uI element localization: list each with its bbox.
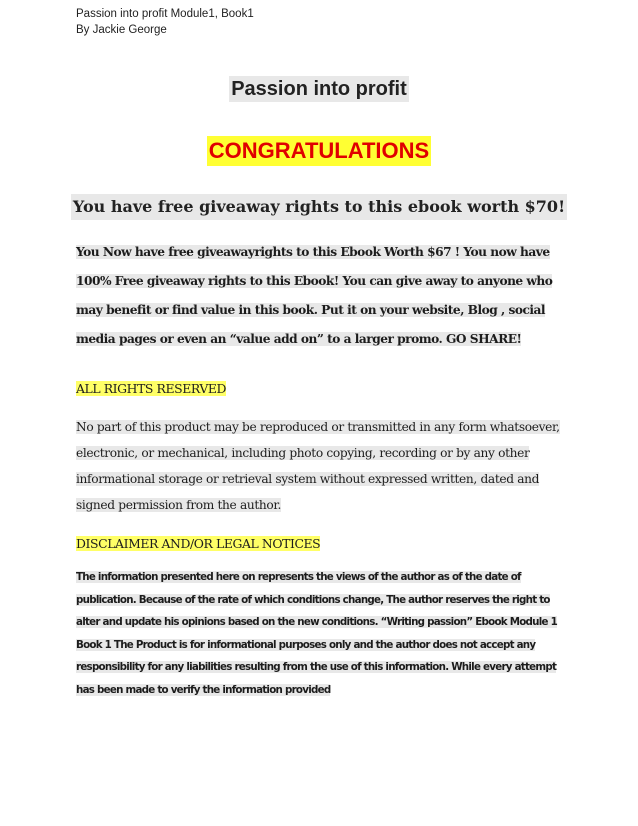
disclaimer-paragraph [76, 566, 564, 701]
page-title [0, 76, 638, 102]
intro-paragraph [76, 238, 564, 354]
giveaway-heading [0, 194, 638, 220]
header-title-line: Passion into profit Module1, Book1 [76, 8, 254, 20]
rights-heading [76, 377, 564, 401]
congratulations-banner [0, 136, 638, 166]
rights-paragraph-text: No part of this product may be reproduced or transmitted in any form whatsoever, electronic, or mechanical, including photo copying, recording or by any other informational storage or retrieval system without expressed written, dated and signed permission from the author. [76, 420, 560, 512]
disclaimer-paragraph-text: The information presented here on represents the views of the author as of the date of publication. Because of the rate of which conditions change, The author reserves the right to alter and update his opinions based on the new conditions. “Writing passion” Ebook Module 1 Book 1 The Product is for informational purposes only and the author does not accept any responsibility for any liabilities resulting from the use of this information. While every attempt has been made to verify the information provided [76, 571, 557, 696]
intro-paragraph-text: You Now have free giveawayrights to this Ebook Worth $67 ! You now have 100% Free giveaway rights to this Ebook! You can give away to anyone who may benefit or find value in this book. Put it on your website, Blog , social media pages or even an “value add on” to a larger promo. GO SHARE! [76, 245, 553, 346]
giveaway-heading-text: You have free giveaway rights to this ebook worth $70! [71, 194, 567, 220]
header-author-line: By Jackie George [76, 24, 167, 36]
disclaimer-heading [76, 532, 564, 556]
disclaimer-heading-text: DISCLAIMER AND/OR LEGAL NOTICES [76, 536, 321, 551]
document-header [76, 6, 254, 38]
congratulations-text: CONGRATULATIONS [207, 136, 431, 166]
rights-heading-text: ALL RIGHTS RESERVED [76, 381, 227, 396]
page-title-text: Passion into profit [231, 78, 407, 100]
rights-paragraph [76, 414, 564, 518]
